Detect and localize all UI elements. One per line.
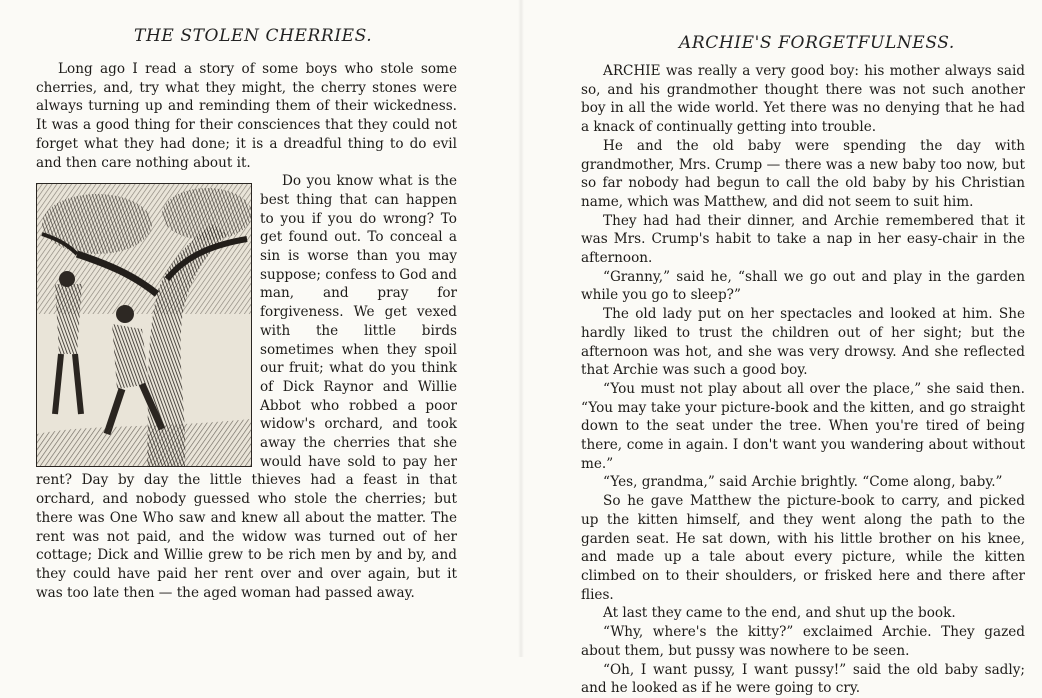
left-paragraph-1: Long ago I read a story of some boys who stole some cherries, and, try what they might, the cherry stones were always turning up and reminding them of their wickedness. It was a good thing for their consciences that they could not forget what they had done; it is a dreadful thing to do evil and then care nothing about it. <box>36 61 457 171</box>
left-page-title: THE STOLEN CHERRIES. <box>134 26 373 46</box>
right-paragraph: “Granny,” said he, “shall we go out and play in the garden while you go to sleep?” <box>581 268 1025 304</box>
right-paragraph: “Yes, grandma,” said Archie brightly. “Come along, baby.” <box>603 474 1003 491</box>
right-paragraph: So he gave Matthew the picture-book to carry, and picked up the kitten himself, and they went along the path to the garden seat. He sat down, with his little brother on his knee, and made up a tale about every picture, while the kitten climbed on to their shoulders, or frisked here and there after flies. <box>581 493 1025 603</box>
right-paragraph: They had had their dinner, and Archie remembered that it was Mrs. Crump's habit to take a nap in her easy-chair in the afternoon. <box>581 212 1025 267</box>
left-page-body <box>36 60 457 602</box>
right-paragraph: “Oh, I want pussy, I want pussy!” said the old baby sadly; and he looked as if he were going to cry. <box>581 661 1025 697</box>
right-paragraph: The old lady put on her spectacles and looked at him. She hardly liked to trust the children out of her sight; but the afternoon was hot, and she was very drowsy. And she reflected that Archie was such a good boy. <box>581 306 1025 379</box>
right-paragraph: At last they came to the end, and shut up the book. <box>603 605 956 622</box>
right-paragraph: ARCHIE was really a very good boy: his mother always said so, and his grandmother thought there was not such another boy in all the wide world. Yet there was no denying that he had a knack of continually getting into trouble. <box>581 63 1025 136</box>
right-paragraph: “You must not play about all over the place,” she said then. “You may take your picture-book and the kitten, and go straight down to the seat under the tree. When you're tired of being there, come in again. I don't want you wandering about without me.” <box>581 380 1025 472</box>
left-page <box>0 0 521 657</box>
right-page <box>521 0 1042 697</box>
right-page-title: ARCHIE'S FORGETFULNESS. <box>679 33 955 53</box>
cherry-tree-illustration <box>36 183 252 467</box>
left-paragraph-2: Do you know what is the best thing that can happen to you if you do wrong? To get found out. To conceal a sin is worse than you may suppose; confess to God and man, and pray for forgiveness. We get vexed with the little birds sometimes when they spoil our fruit; what do you think of Dick Raynor and Willie Abbot who robbed a poor widow's orchard, and took away the cherries that she would have sold to pay her rent? Day by day the little thieves had a feast in that orchard, and nobody guessed who stole the cherries; but there was One Who saw and knew all about the matter. The rent was not paid, and the widow was turned out of her cottage; Dick and Willie grew to be rich men by and by, and they could have paid her rent over and over again, but it was too late then — the aged woman had passed away. <box>36 173 457 601</box>
right-page-body <box>581 62 1025 698</box>
right-paragraph: “Why, where's the kitty?” exclaimed Archie. They gazed about them, but pussy was nowhere to be seen. <box>581 624 1025 659</box>
right-paragraph: He and the old baby were spending the day with grandmother, Mrs. Crump — there was a new baby too now, but so far nobody had begun to call the old baby by his Christian name, which was Matthew, and did not seem to suit him. <box>581 137 1025 210</box>
